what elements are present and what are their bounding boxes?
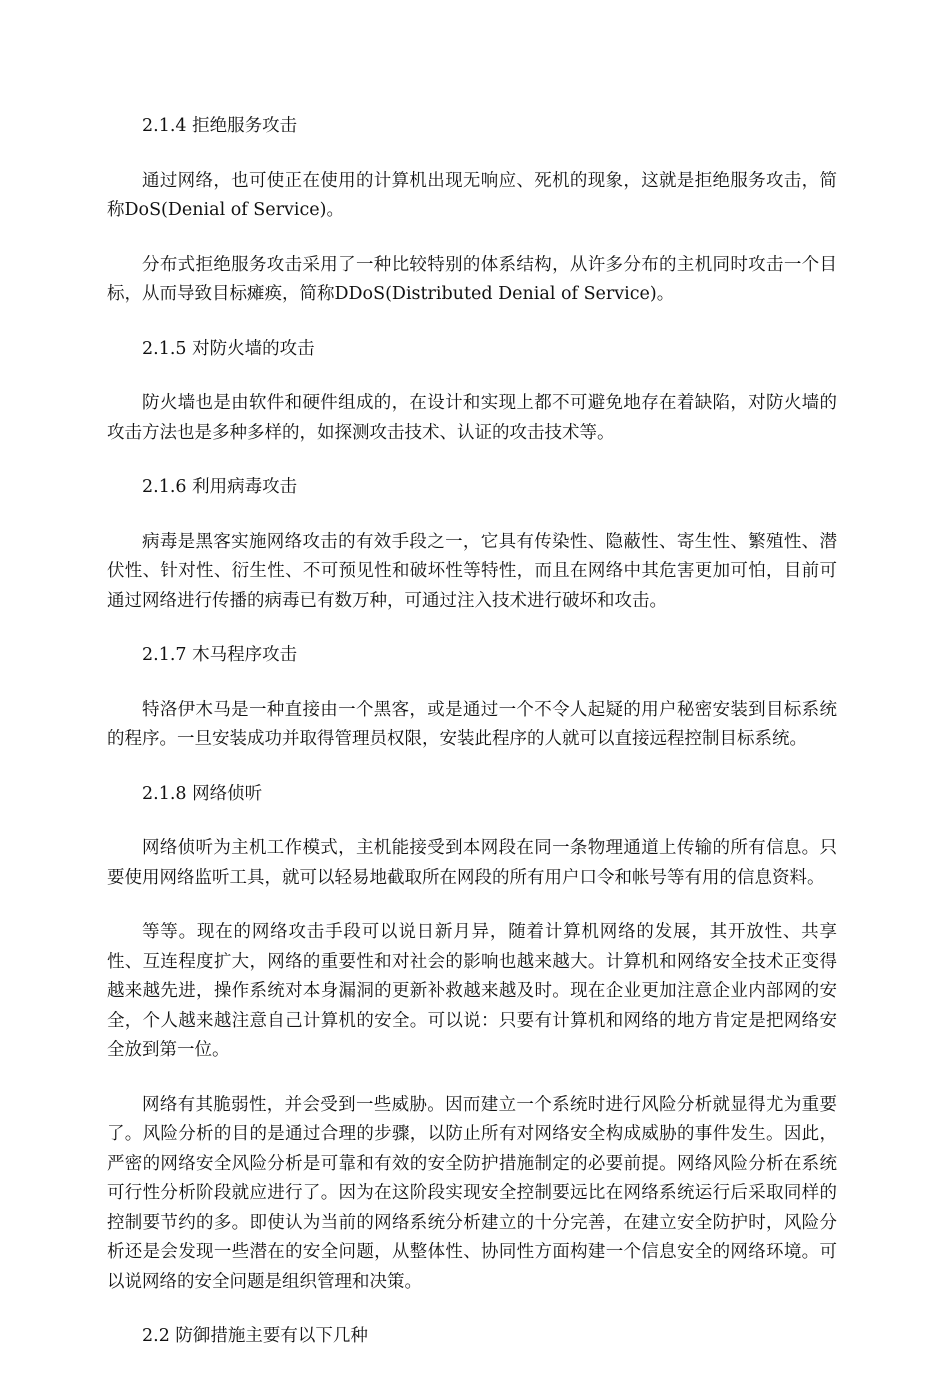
section-heading-2-1-6: 2.1.6 利用病毒攻击: [142, 477, 298, 497]
paragraph-virus: 病毒是黑客实施网络攻击的有效手段之一，它具有传染性、隐蔽性、寄生性、繁殖性、潜伏性、针对性、衍生性、不可预见性和破坏性等特性，而且在网络中其危害更加可怕，目前可通过网络进行传播的病毒已有数万种，可通过注入技术进行破坏和攻击。: [107, 531, 837, 611]
paragraph-summary: 等等。现在的网络攻击手段可以说日新月异，随着计算机网络的发展，其开放性、共享性、互连程度扩大，网络的重要性和对社会的影响也越来越大。计算机和网络安全技术正变得越来越先进，操作系统对本身漏洞的更新补救越来越及时。现在企业更加注意企业内部网的安全，个人越来越注意自己计算机的安全。可以说：只要有计算机和网络的地方肯定是把网络安全放到第一位。: [107, 922, 837, 1060]
section-heading-2-1-4: 2.1.4 拒绝服务攻击: [142, 116, 298, 136]
paragraph-sniffing: 网络侦听为主机工作模式，主机能接受到本网段在同一条物理通道上传输的所有信息。只要使用网络监听工具，就可以轻易地截取所在网段的所有用户口令和帐号等有用的信息资料。: [107, 838, 837, 888]
section-heading-2-1-7: 2.1.7 木马程序攻击: [142, 645, 298, 665]
section-heading-2-2: 2.2 防御措施主要有以下几种: [142, 1326, 368, 1346]
paragraph-trojan: 特洛伊木马是一种直接由一个黑客，或是通过一个不令人起疑的用户秘密安装到目标系统的程序。一旦安装成功并取得管理员权限，安装此程序的人就可以直接远程控制目标系统。: [107, 699, 837, 749]
section-heading-2-1-8: 2.1.8 网络侦听: [142, 783, 263, 804]
paragraph-dos: 通过网络，也可使正在使用的计算机出现无响应、死机的现象，这就是拒绝服务攻击，简称DoS(Denial of Service)。: [107, 170, 837, 220]
paragraph-risk-analysis: 网络有其脆弱性，并会受到一些威胁。因而建立一个系统时进行风险分析就显得尤为重要了。风险分析的目的是通过合理的步骤，以防止所有对网络安全构成威胁的事件发生。因此，严密的网络安全风险分析是可靠和有效的安全防护措施制定的必要前提。网络风险分析在系统可行性分析阶段就应进行了。因为在这阶段实现安全控制要远比在网络系统运行后采取同样的控制要节约的多。即使认为当前的网络系统分析建立的十分完善，在建立安全防护时，风险分析还是会发现一些潜在的安全问题，从整体性、协同性方面构建一个信息安全的网络环境。可以说网络的安全问题是组织管理和决策。: [107, 1094, 837, 1292]
section-heading-2-1-5: 2.1.5 对防火墙的攻击: [142, 338, 315, 359]
document-body: [107, 112, 837, 1377]
paragraph-firewall: 防火墙也是由软件和硬件组成的，在设计和实现上都不可避免地存在着缺陷，对防火墙的攻击方法也是多种多样的，如探测攻击技术、认证的攻击技术等。: [107, 393, 837, 443]
paragraph-ddos: 分布式拒绝服务攻击采用了一种比较特别的体系结构，从许多分布的主机同时攻击一个目标，从而导致目标瘫痪，简称DDoS(Distributed Denial of Service)。: [107, 254, 837, 304]
